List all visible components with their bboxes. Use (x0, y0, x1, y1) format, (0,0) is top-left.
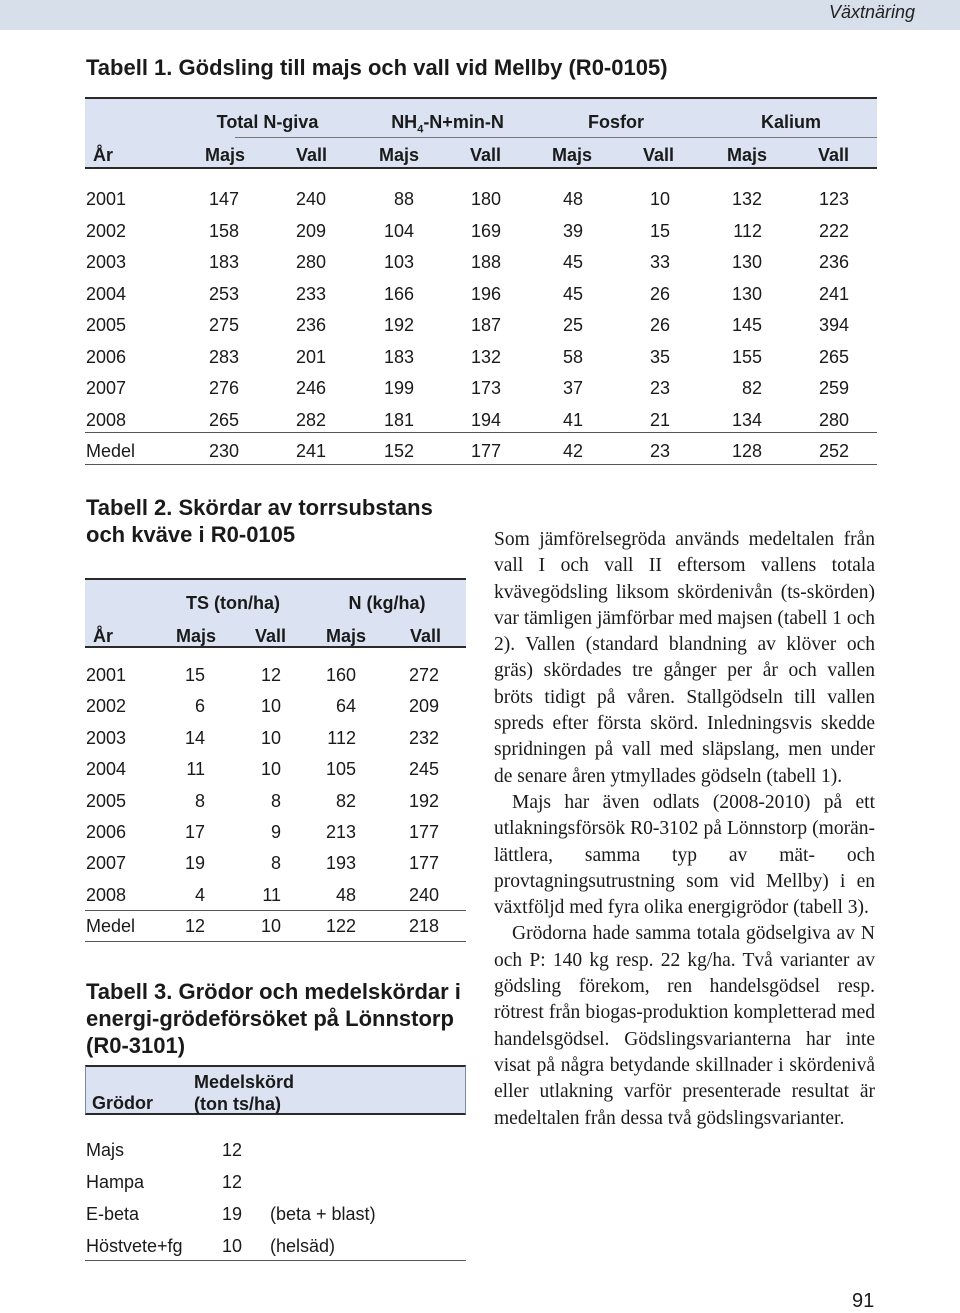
table-row (86, 1204, 466, 1230)
table-cell: 147 (208, 189, 239, 209)
table-cell: 192 (408, 790, 439, 811)
table-row (86, 315, 876, 341)
group-n: N (kg/ha) (348, 593, 426, 613)
table-cell: 193 (325, 853, 356, 874)
table-row (86, 1236, 466, 1262)
table3-bottom-rule (85, 1260, 466, 1261)
table-cell: 130 (731, 283, 762, 304)
row-year: Medel (86, 916, 136, 937)
group-total-n: Total N-giva (216, 112, 319, 132)
table-cell: 276 (208, 378, 239, 398)
table-cell: 112 (327, 727, 356, 748)
col-header: Vall (410, 626, 442, 646)
row-year: Medel (86, 441, 136, 461)
table-cell: 236 (295, 315, 326, 335)
table-cell: 11 (262, 884, 281, 905)
table-cell: 283 (208, 346, 239, 367)
year-header: År (93, 626, 114, 646)
table-cell: 196 (470, 283, 501, 304)
table-row (86, 665, 466, 691)
row-year: 2001 (86, 189, 127, 209)
table-cell: 240 (408, 884, 439, 905)
crop-note: (helsäd) (270, 1236, 336, 1256)
col-header-grodor: Grödor (92, 1093, 153, 1113)
table-cell: 58 (562, 346, 583, 367)
table-cell: 209 (408, 696, 439, 717)
table-cell: 11 (186, 759, 205, 780)
table-cell: 155 (731, 346, 762, 367)
table-cell: 241 (818, 283, 849, 304)
row-year: 2007 (86, 378, 127, 398)
table-cell: 10 (260, 727, 281, 748)
paragraph: Majs har även odlats (2008-2010) på ett utlakningsförsök R0-3102 på Lönnstorp (morän-lättlera, samma typ av mät- och provtagningsutrustning som vid Mellby) i en växtföljd med fyra olika energigrödor (tabell 3). (494, 791, 875, 919)
crop-name: Majs (86, 1140, 125, 1160)
table-row (86, 853, 466, 879)
table-cell: 265 (208, 409, 239, 430)
table-cell: 209 (295, 220, 326, 241)
table-row (86, 1140, 466, 1166)
row-year: 2005 (86, 790, 127, 811)
table-cell: 123 (818, 189, 849, 209)
table-cell: 132 (731, 189, 762, 209)
table2-title: Tabell 2. Skördar av torrsubstans och kväve i R0-0105 (86, 495, 433, 547)
table-cell: 201 (295, 346, 326, 367)
table3-title: Tabell 3. Grödor och medelskördar i energi-grödeförsöket på Lönnstorp (R0-3101) (86, 979, 461, 1058)
table-cell: 181 (383, 409, 414, 430)
table-cell: 169 (470, 220, 501, 241)
table-cell: 10 (260, 759, 281, 780)
table-cell: 42 (562, 441, 583, 461)
row-year: 2003 (86, 727, 127, 748)
table-cell: 282 (295, 409, 326, 430)
table-cell: 105 (325, 759, 356, 780)
crop-yield: 12 (222, 1172, 243, 1192)
row-year: 2008 (86, 884, 127, 905)
table-cell: 8 (194, 790, 205, 811)
table-cell: 265 (818, 346, 849, 367)
table-cell: 253 (208, 283, 239, 304)
table-cell: 187 (470, 315, 501, 335)
table-cell: 177 (408, 853, 439, 874)
table-cell: 15 (184, 665, 205, 685)
group-ts: TS (ton/ha) (186, 593, 280, 613)
table-cell: 232 (408, 727, 439, 748)
table-cell: 122 (325, 916, 356, 937)
table1-title: Tabell 1. Gödsling till majs och vall vid Mellby (R0-0105) (86, 55, 668, 80)
table-cell: 21 (649, 409, 670, 430)
table-cell: 177 (470, 441, 501, 461)
table-cell: 240 (295, 189, 326, 209)
table-cell: 233 (295, 283, 326, 304)
table3-header (85, 1065, 466, 1115)
running-header-bar (0, 0, 960, 30)
table-row (86, 885, 466, 911)
table-cell: 134 (731, 409, 762, 430)
table-cell: 252 (818, 441, 849, 461)
table-cell: 259 (818, 378, 849, 398)
table-cell: 128 (731, 441, 762, 461)
table-cell: 82 (741, 378, 762, 398)
row-year: 2006 (86, 822, 127, 842)
table-cell: 41 (562, 409, 583, 430)
table-row (86, 1172, 466, 1198)
table-cell: 15 (649, 220, 670, 241)
col-header: Majs (176, 626, 217, 646)
table-cell: 188 (470, 252, 501, 272)
table-cell: 25 (562, 315, 583, 335)
table-row (86, 791, 466, 817)
col-header: Vall (818, 145, 850, 165)
table-cell: 280 (295, 252, 326, 272)
crop-yield: 10 (222, 1236, 243, 1256)
crop-note: (beta + blast) (270, 1204, 376, 1224)
table-cell: 152 (383, 441, 414, 461)
table-cell: 132 (470, 346, 501, 367)
row-year: 2002 (86, 696, 127, 717)
table-row (86, 347, 876, 373)
section-title: Växtnäring (828, 2, 915, 22)
medel-divider (85, 910, 466, 911)
table-cell: 48 (562, 189, 583, 209)
table-cell: 222 (818, 220, 849, 241)
table-row (86, 759, 466, 785)
row-year: 2005 (86, 315, 127, 335)
table-cell: 230 (208, 441, 239, 461)
table-cell: 10 (649, 189, 670, 209)
year-header: År (93, 145, 114, 165)
table-cell: 241 (295, 441, 326, 461)
table-cell: 14 (184, 727, 205, 748)
crop-name: Hampa (86, 1172, 145, 1192)
body-text (494, 527, 875, 1132)
table-cell: 23 (649, 441, 670, 461)
table-row (86, 284, 876, 310)
table-cell: 180 (470, 189, 501, 209)
table-row (86, 189, 876, 215)
table-cell: 82 (335, 790, 356, 811)
table-cell: 145 (731, 315, 762, 335)
table-cell: 272 (408, 665, 439, 685)
table-cell: 4 (194, 884, 205, 905)
table-cell: 45 (562, 283, 583, 304)
table1-bottom-rule (85, 464, 877, 465)
table-cell: 10 (260, 916, 281, 937)
table-row (86, 221, 876, 247)
table-cell: 112 (733, 220, 762, 241)
table-cell: 104 (383, 220, 414, 241)
row-year: 2001 (86, 665, 127, 685)
table-row (86, 916, 466, 942)
table-cell: 19 (184, 853, 205, 874)
table-cell: 183 (383, 346, 414, 367)
table-cell: 130 (731, 252, 762, 272)
row-year: 2006 (86, 346, 127, 367)
row-year: 2003 (86, 252, 127, 272)
table-cell: 26 (649, 283, 670, 304)
table-cell: 35 (649, 346, 670, 367)
table-cell: 8 (270, 853, 281, 874)
table-cell: 394 (818, 315, 849, 335)
col-header: Majs (326, 626, 367, 646)
table-cell: 218 (408, 916, 439, 937)
table-cell: 48 (335, 884, 356, 905)
table-cell: 17 (184, 822, 205, 842)
table-row (86, 696, 466, 722)
table2-header (85, 578, 466, 648)
table-cell: 213 (325, 822, 356, 842)
table-cell: 33 (649, 252, 670, 272)
table-row (86, 378, 876, 404)
table-cell: 166 (383, 283, 414, 304)
table-cell: 245 (408, 759, 439, 780)
table-cell: 275 (208, 315, 239, 335)
table-cell: 183 (208, 252, 239, 272)
row-year: 2008 (86, 409, 127, 430)
table-cell: 246 (295, 378, 326, 398)
table1-header (85, 97, 877, 169)
table-cell: 192 (383, 315, 414, 335)
col-header: Vall (255, 626, 287, 646)
col-header: Vall (643, 145, 675, 165)
group-kalium: Kalium (760, 112, 821, 132)
group-nh4: $NH_4-N+\min-N$ (391, 112, 504, 136)
col-header-medelskord: Medelskörd (ton ts/ha) (194, 1072, 295, 1114)
table-cell: 280 (818, 409, 849, 430)
crop-yield: 19 (222, 1204, 243, 1224)
table-row (86, 822, 466, 848)
table-cell: 177 (408, 822, 439, 842)
table-cell: 26 (649, 315, 670, 335)
table-cell: 12 (260, 665, 281, 685)
group-fosfor: Fosfor (588, 112, 644, 132)
col-header: Vall (296, 145, 328, 165)
table-row (86, 252, 876, 278)
table-cell: 173 (470, 378, 501, 398)
table-cell: 37 (562, 378, 583, 398)
table-row (86, 728, 466, 754)
paragraph: Grödorna hade samma totala gödselgiva av N och P: 140 kg resp. 22 kg/ha. Två varianter av gödsling förekom, ren handelsgödsel resp. rötrest från biogas-produktion kompletterad med handelsgödsel. Gödslingsvarianterna har inte visat på några betydande skillnader i skördenivå eller utlakning varför presenterade resultat är medeltalen från dessa två gödslingsvarianter. (494, 923, 875, 1129)
table-cell: 236 (818, 252, 849, 272)
table-cell: 160 (325, 665, 356, 685)
col-header: Majs (727, 145, 768, 165)
crop-name: Höstvete+fg (86, 1236, 183, 1256)
table-cell: 6 (194, 696, 205, 717)
table-cell: 88 (393, 189, 414, 209)
row-year: 2007 (86, 853, 127, 874)
table-cell: 23 (649, 378, 670, 398)
row-year: 2004 (86, 283, 127, 304)
crop-name: E-beta (86, 1204, 140, 1224)
table-cell: 39 (562, 220, 583, 241)
table-cell: 194 (470, 409, 501, 430)
table-cell: 199 (383, 378, 414, 398)
table-cell: 158 (208, 220, 239, 241)
table-cell: 12 (184, 916, 205, 937)
row-year: 2002 (86, 220, 127, 241)
col-header: Majs (552, 145, 593, 165)
table2-bottom-rule (85, 941, 466, 942)
col-header: Majs (205, 145, 246, 165)
group-divider (235, 137, 877, 138)
row-year: 2004 (86, 759, 127, 780)
table-cell: 45 (562, 252, 583, 272)
col-header: Majs (379, 145, 420, 165)
medel-divider (85, 432, 877, 433)
table-cell: 10 (260, 696, 281, 717)
table-cell: 103 (383, 252, 414, 272)
table-cell: 64 (335, 696, 356, 717)
paragraph: Som jämförelsegröda används medeltalen från vall I och vall II eftersom vallens totala kvävegödsling liksom skördenivån (ts-skörden) var tämligen jämförbar med majsen (tabell 1 och 2). Vallen (standard blandning av klöver och gräs) skördades tre gånger per år och vallen bröts tidigt på våren. Stallgödseln till vallen spreds efter första skörd. Inledningsvis skedde spridningen på vall med släpslang, men under de senare åren ytmyllades gödseln (tabell 1). (494, 529, 875, 787)
table-cell: 9 (270, 822, 281, 842)
col-header: Vall (470, 145, 502, 165)
crop-yield: 12 (222, 1140, 243, 1160)
page-number: 91 (852, 1290, 875, 1312)
table-cell: 8 (270, 790, 281, 811)
